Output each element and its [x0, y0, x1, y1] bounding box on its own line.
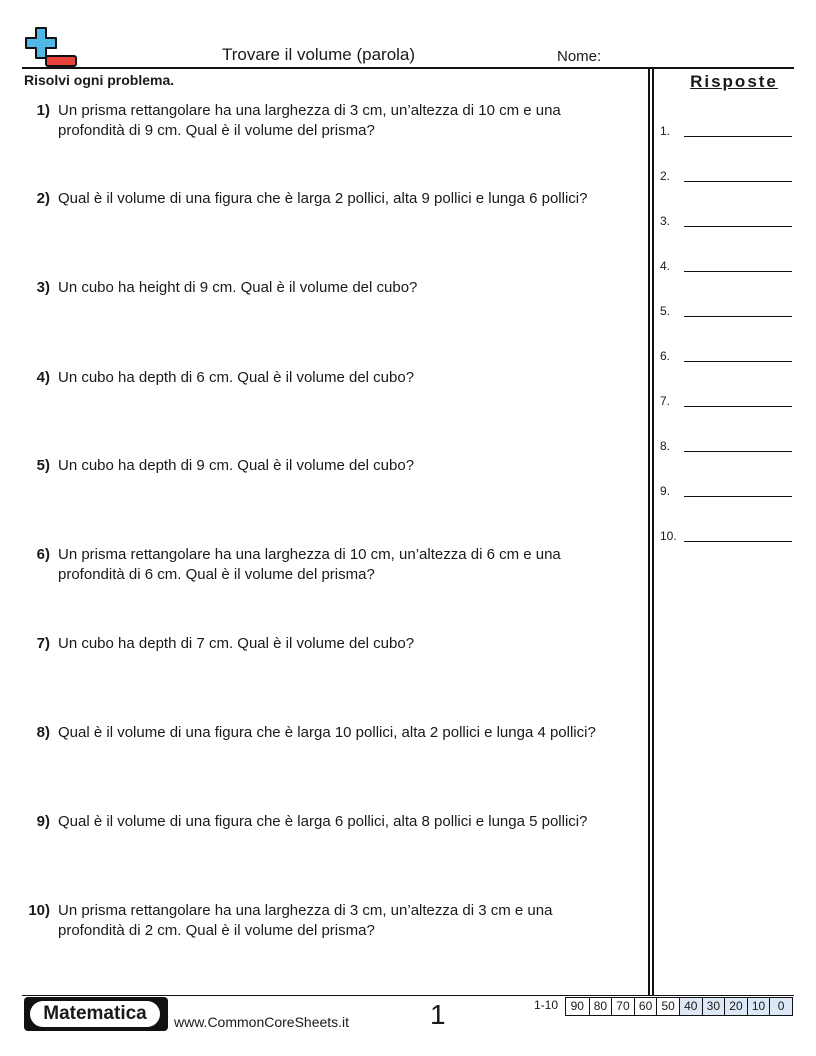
answer-row[interactable] [660, 304, 792, 320]
brand-label: Matematica [30, 1001, 160, 1027]
answer-number: 1. [660, 124, 671, 138]
answer-line[interactable] [684, 541, 792, 542]
problem-text: Un cubo ha depth di 9 cm. Qual è il volume del cubo? [58, 457, 415, 474]
answer-row[interactable] [660, 214, 792, 230]
answer-number: 10. [660, 529, 677, 543]
name-label: Nome: [557, 48, 602, 65]
answer-row[interactable] [660, 394, 792, 410]
answer-number: 6. [660, 349, 671, 363]
problem-number: 3) [36, 279, 50, 296]
problem-number: 5) [36, 457, 50, 474]
brand-badge [24, 997, 168, 1031]
problem-text: profondità di 9 cm. Qual è il volume del prisma? [58, 122, 375, 139]
problem-item [24, 723, 630, 743]
answer-number: 3. [660, 214, 671, 228]
score-cell: 20 [724, 998, 747, 1015]
problem-text: Un cubo ha depth di 6 cm. Qual è il volume del cubo? [58, 369, 415, 386]
problem-item [24, 545, 630, 585]
problem-text: Un prisma rettangolare ha una larghezza di 3 cm, un’altezza di 10 cm e una [58, 102, 561, 119]
answer-row[interactable] [660, 484, 792, 500]
header-rule [22, 67, 794, 69]
score-cell: 10 [747, 998, 770, 1015]
problem-text: Un prisma rettangolare ha una larghezza di 10 cm, un’altezza di 6 cm e una [58, 546, 561, 563]
answer-row[interactable] [660, 349, 792, 365]
footer-rule [22, 995, 794, 996]
problem-text: profondità di 2 cm. Qual è il volume del prisma? [58, 922, 375, 939]
problem-number: 8) [36, 724, 50, 741]
score-cell: 40 [679, 998, 702, 1015]
score-cell: 80 [589, 998, 612, 1015]
answer-number: 4. [660, 259, 671, 273]
plus-minus-logo-icon [22, 24, 80, 68]
problem-item [24, 901, 630, 941]
answer-line[interactable] [684, 271, 792, 272]
worksheet-title: Trovare il volume (parola) [222, 45, 416, 64]
answer-row[interactable] [660, 169, 792, 185]
answer-line[interactable] [684, 181, 792, 182]
problem-number: 6) [36, 546, 50, 563]
answer-row[interactable] [660, 259, 792, 275]
score-cell: 60 [634, 998, 657, 1015]
problem-item [24, 189, 630, 209]
problem-number: 9) [36, 813, 50, 830]
answer-number: 2. [660, 169, 671, 183]
problem-number: 2) [36, 190, 50, 207]
column-divider [648, 67, 650, 996]
answer-line[interactable] [684, 226, 792, 227]
problem-text: Un cubo ha height di 9 cm. Qual è il volume del cubo? [58, 279, 418, 296]
answer-row[interactable] [660, 439, 792, 455]
score-cell: 30 [702, 998, 725, 1015]
problem-item [24, 368, 630, 388]
column-divider [652, 67, 654, 996]
problem-number: 10) [28, 902, 50, 919]
answer-line[interactable] [684, 361, 792, 362]
answer-number: 7. [660, 394, 671, 408]
score-table [565, 997, 793, 1016]
answer-row[interactable] [660, 529, 792, 545]
problem-number: 7) [36, 635, 50, 652]
answers-title: Risposte [690, 72, 778, 91]
problem-item [24, 456, 630, 476]
page-number: 1 [430, 999, 446, 1030]
problem-text: Un prisma rettangolare ha una larghezza di 3 cm, un’altezza di 3 cm e una [58, 902, 553, 919]
problem-number: 4) [36, 369, 50, 386]
answer-line[interactable] [684, 496, 792, 497]
answer-number: 5. [660, 304, 671, 318]
problem-text: Qual è il volume di una figura che è larga 6 pollici, alta 8 pollici e lunga 5 pollici? [58, 813, 588, 830]
answer-number: 9. [660, 484, 671, 498]
problem-text: Qual è il volume di una figura che è larga 10 pollici, alta 2 pollici e lunga 4 pollici? [58, 724, 596, 741]
score-cell: 0 [769, 998, 792, 1015]
problem-item [24, 278, 630, 298]
problem-text: Qual è il volume di una figura che è larga 2 pollici, alta 9 pollici e lunga 6 pollici? [58, 190, 588, 207]
answer-line[interactable] [684, 136, 792, 137]
problem-text: profondità di 6 cm. Qual è il volume del prisma? [58, 566, 375, 583]
answer-row[interactable] [660, 124, 792, 140]
instructions: Risolvi ogni problema. [24, 72, 175, 88]
problem-item [24, 101, 630, 141]
answer-line[interactable] [684, 316, 792, 317]
site-url: www.CommonCoreSheets.it [174, 1014, 350, 1030]
problem-item [24, 634, 630, 654]
problem-item [24, 812, 630, 832]
score-range-label: 1-10 [534, 998, 559, 1012]
problem-number: 1) [36, 102, 50, 119]
answer-line[interactable] [684, 451, 792, 452]
answer-line[interactable] [684, 406, 792, 407]
answer-number: 8. [660, 439, 671, 453]
problem-text: Un cubo ha depth di 7 cm. Qual è il volume del cubo? [58, 635, 415, 652]
score-cell: 70 [611, 998, 634, 1015]
score-cell: 50 [656, 998, 679, 1015]
score-cell: 90 [570, 999, 584, 1013]
